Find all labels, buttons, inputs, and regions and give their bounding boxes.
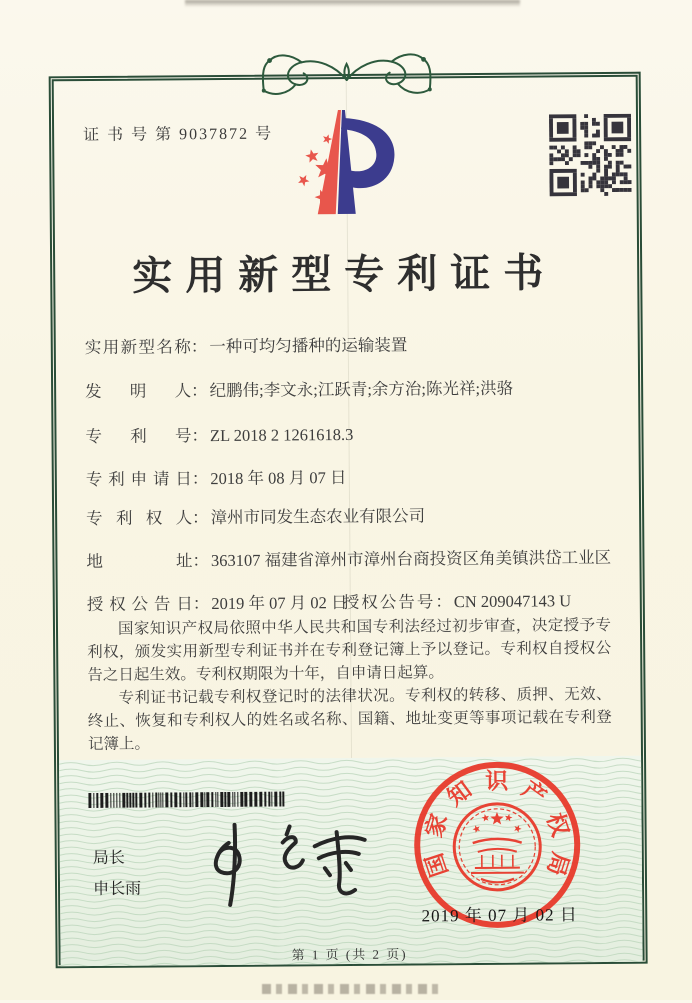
svg-text:国: 国: [421, 850, 453, 880]
commissioner-name: 申长雨: [92, 880, 142, 898]
colon: ：: [192, 551, 210, 571]
top-flourish-ornament: [239, 45, 453, 103]
colon: ：: [192, 508, 209, 528]
field-value: 纪鹏伟;李文永;江跃青;余方治;陈光祥;洪骆: [209, 378, 514, 401]
svg-text:局: 局: [542, 849, 574, 879]
field-value: 2018 年 08 月 07 日: [210, 467, 347, 489]
svg-text:知: 知: [442, 776, 477, 811]
field-value: CN 209047143 U: [453, 591, 572, 612]
field-value: 一种可均匀播种的运输装置: [209, 335, 408, 357]
field-value: ZL 2018 2 1261618.3: [209, 424, 354, 446]
field-label: 实用新型名称: [84, 337, 191, 358]
field-patent-number: [85, 421, 353, 447]
field-label: 发明人: [85, 381, 192, 402]
body-paragraph-2: 专利证书记载专利权登记时的法律状况。专利权的转移、质押、无效、终止、恢复和专利权人的姓名或名称、国籍、地址变更等事项记载在专利登记簿上。: [87, 685, 612, 754]
svg-text:家: 家: [421, 810, 453, 841]
colon: ：: [191, 469, 209, 489]
field-value: 2019 年 07 月 02 日: [211, 592, 348, 614]
field-label: 专利权人: [86, 508, 193, 529]
field-address: [86, 544, 611, 572]
barcode: [88, 791, 286, 808]
field-utility-model-name: [85, 332, 408, 359]
page-number: 第 1 页 (共 2 页): [291, 946, 408, 963]
svg-text:产: 产: [517, 776, 551, 811]
next-page-partial-text: [262, 984, 440, 994]
qr-code: [549, 114, 632, 197]
field-label: 专利号: [85, 426, 192, 447]
certificate-title: 实用新型专利证书: [132, 250, 557, 299]
colon: ：: [435, 592, 452, 612]
field-label: 地址: [86, 551, 193, 572]
commissioner-title: 局长: [92, 849, 125, 867]
certificate-body-text: [87, 614, 612, 756]
field-value: 363107 福建省漳州市漳州台商投资区角美镇洪岱工业区: [210, 547, 612, 571]
colon: ：: [191, 426, 209, 446]
seal-date: 2019 年 07 月 02 日: [421, 905, 578, 926]
field-value: 漳州市同发生态农业有限公司: [210, 506, 426, 528]
field-patentee: [86, 502, 425, 529]
field-grant-date: [86, 589, 572, 615]
colon: ：: [191, 381, 208, 401]
field-filing-date: [86, 464, 347, 490]
svg-text:权: 权: [541, 809, 573, 840]
cnipa-logo: [279, 106, 406, 223]
field-label: 授权公告日: [86, 594, 193, 615]
field-grant-number: [343, 587, 572, 613]
colon: ：: [190, 337, 208, 357]
colon: ：: [192, 594, 210, 614]
svg-text:识: 识: [485, 768, 509, 794]
field-label: 授权公告号: [342, 592, 436, 613]
body-paragraph-1: 国家知识产权局依照中华人民共和国专利法经过初步审查，决定授予专利权，颁发实用新型专利证书并在专利登记簿上予以登记。专利权自授权公告之日起生效。专利权期限为十年，自申请日起算。: [87, 616, 612, 685]
signature-shen-changyu: [194, 816, 377, 911]
field-inventors: [85, 375, 513, 402]
field-label: 专利申请日: [85, 469, 192, 490]
certificate-number: 证 书 号 第 9037872 号: [83, 125, 274, 145]
